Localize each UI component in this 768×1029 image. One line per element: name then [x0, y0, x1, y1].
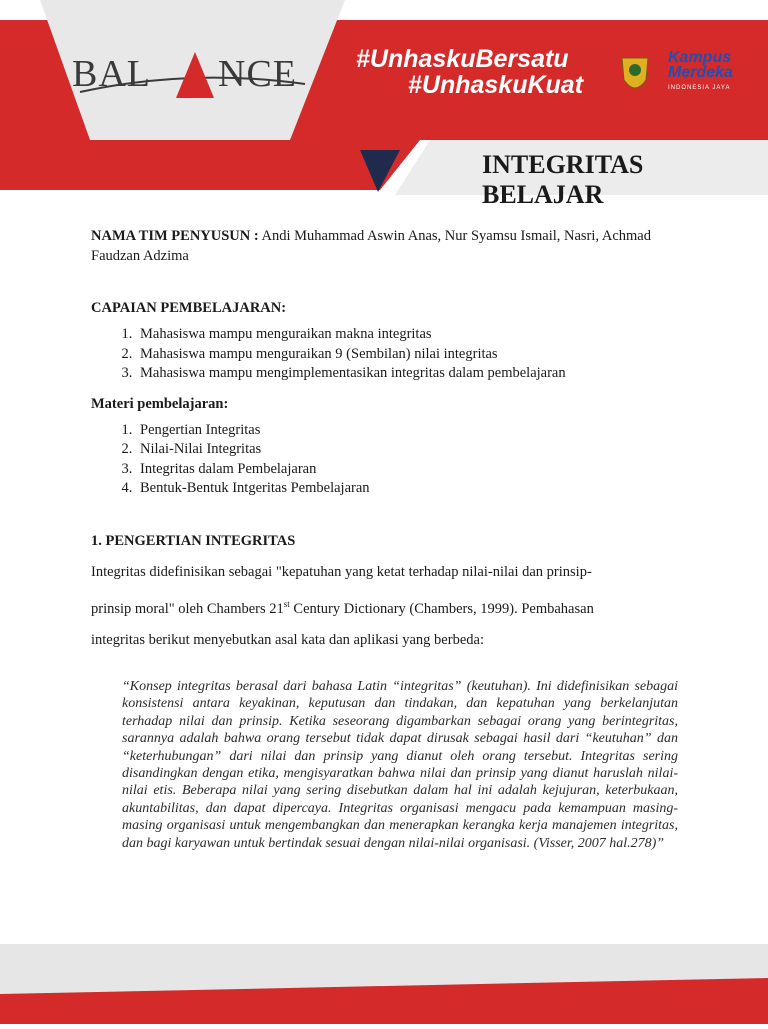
kampus-subtitle: INDONESIA JAYA — [664, 84, 734, 92]
list-item: 3. Mahasiswa mampu mengimplementasikan integritas dalam pembelajaran — [136, 364, 681, 384]
materi-list — [91, 421, 681, 499]
team-names-1: Andi Muhammad Aswin Anas, Nur Syamsu Ismail, Nasri, Achmad — [261, 228, 651, 244]
list-item: 1. Mahasiswa mampu menguraikan makna integritas — [136, 325, 681, 345]
kampus-line2: Merdeka — [668, 64, 733, 81]
kampus-line1: Kampus — [668, 49, 732, 66]
document-body — [91, 226, 681, 656]
logo-text-left: BAL — [72, 53, 151, 95]
list-item: 4. Bentuk-Bentuk Intgeritas Pembelajaran — [136, 479, 681, 499]
hashtag-unhasku-bersatu: #UnhaskuBersatu — [356, 45, 569, 73]
list-item: 3. Integritas dalam Pembelajaran — [136, 460, 681, 480]
section-1-line-1: Integritas didefinisikan sebagai "kepatuhan yang ketat terhadap nilai-nilai dan prinsip- — [91, 563, 592, 580]
balance-logo — [72, 50, 312, 100]
page-title: INTEGRITAS BELAJAR — [482, 150, 644, 209]
capaian-list — [91, 325, 681, 384]
block-quote: “Konsep integritas berasal dari bahasa Latin “integritas” (keutuhan). Ini didefinisikan sebagai konsistensi antara keyakinan, keputusan dan tindakan, dan kepatuhan yang berkelanjutan terhadap nilai dan prinsip. Ketika seseorang digambarkan sebagai orang yang berintegritas, sarannya adalah bahwa orang tersebut tidak dapat dirusak sebagai hasil dari “keutuhan” dan “keterhubungan” dari nilai dan prinsip yang dianut oleh orang tersebut. Integritas sering disandingkan dengan etika, mengisyaratkan bahwa nilai dan prinsip yang dianut haruslah nilai-nilai etis. Beberapa nilai yang sering disebutkan dalam hal ini adalah kejujuran, keterbukaan, akuntabilitas, dan dapat dipercaya. Integritas organisasi mengacu pada kemampuan masing-masing organisasi untuk mengembangkan dan menerapkan kerangka kerja manajemen integritas, dan bagi karyawan untuk bertindak sesuai dengan nilai-nilai organisasi. (Visser, 2007 hal.278)” — [122, 679, 678, 851]
line2-part-b: Century Dictionary (Chambers, 1999). Pembahasan — [289, 600, 594, 617]
team-label: NAMA TIM PENYUSUN : — [91, 228, 259, 244]
page-footer — [0, 930, 768, 1024]
list-item: 2. Nilai-Nilai Integritas — [136, 440, 681, 460]
capaian-title: CAPAIAN PEMBELAJARAN: — [91, 300, 287, 316]
team-line — [91, 226, 681, 246]
footer-banner-shapes — [0, 930, 768, 1024]
materi-title: Materi pembelajaran: — [91, 395, 229, 412]
list-item: 2. Mahasiswa mampu menguraikan 9 (Sembilan) nilai integritas — [136, 345, 681, 365]
page-header — [0, 0, 768, 209]
line2-part-a: prinsip moral" oleh Chambers 21 — [91, 600, 284, 617]
section-1-title: 1. PENGERTIAN INTEGRITAS — [91, 532, 296, 549]
team-names-2: Faudzan Adzima — [91, 248, 189, 264]
section-1-line-2 — [91, 588, 681, 625]
list-item: 1. Pengertian Integritas — [136, 421, 681, 441]
section-1-line-3: integritas berikut menyebutkan asal kata dan aplikasi yang berbeda: — [91, 632, 484, 649]
logo-text-right: NCE — [218, 53, 297, 95]
hashtag-unhasku-kuat: #UnhaskuKuat — [408, 71, 584, 99]
superscript-st: st — [283, 598, 290, 609]
kampus-merdeka-logo — [668, 50, 733, 80]
